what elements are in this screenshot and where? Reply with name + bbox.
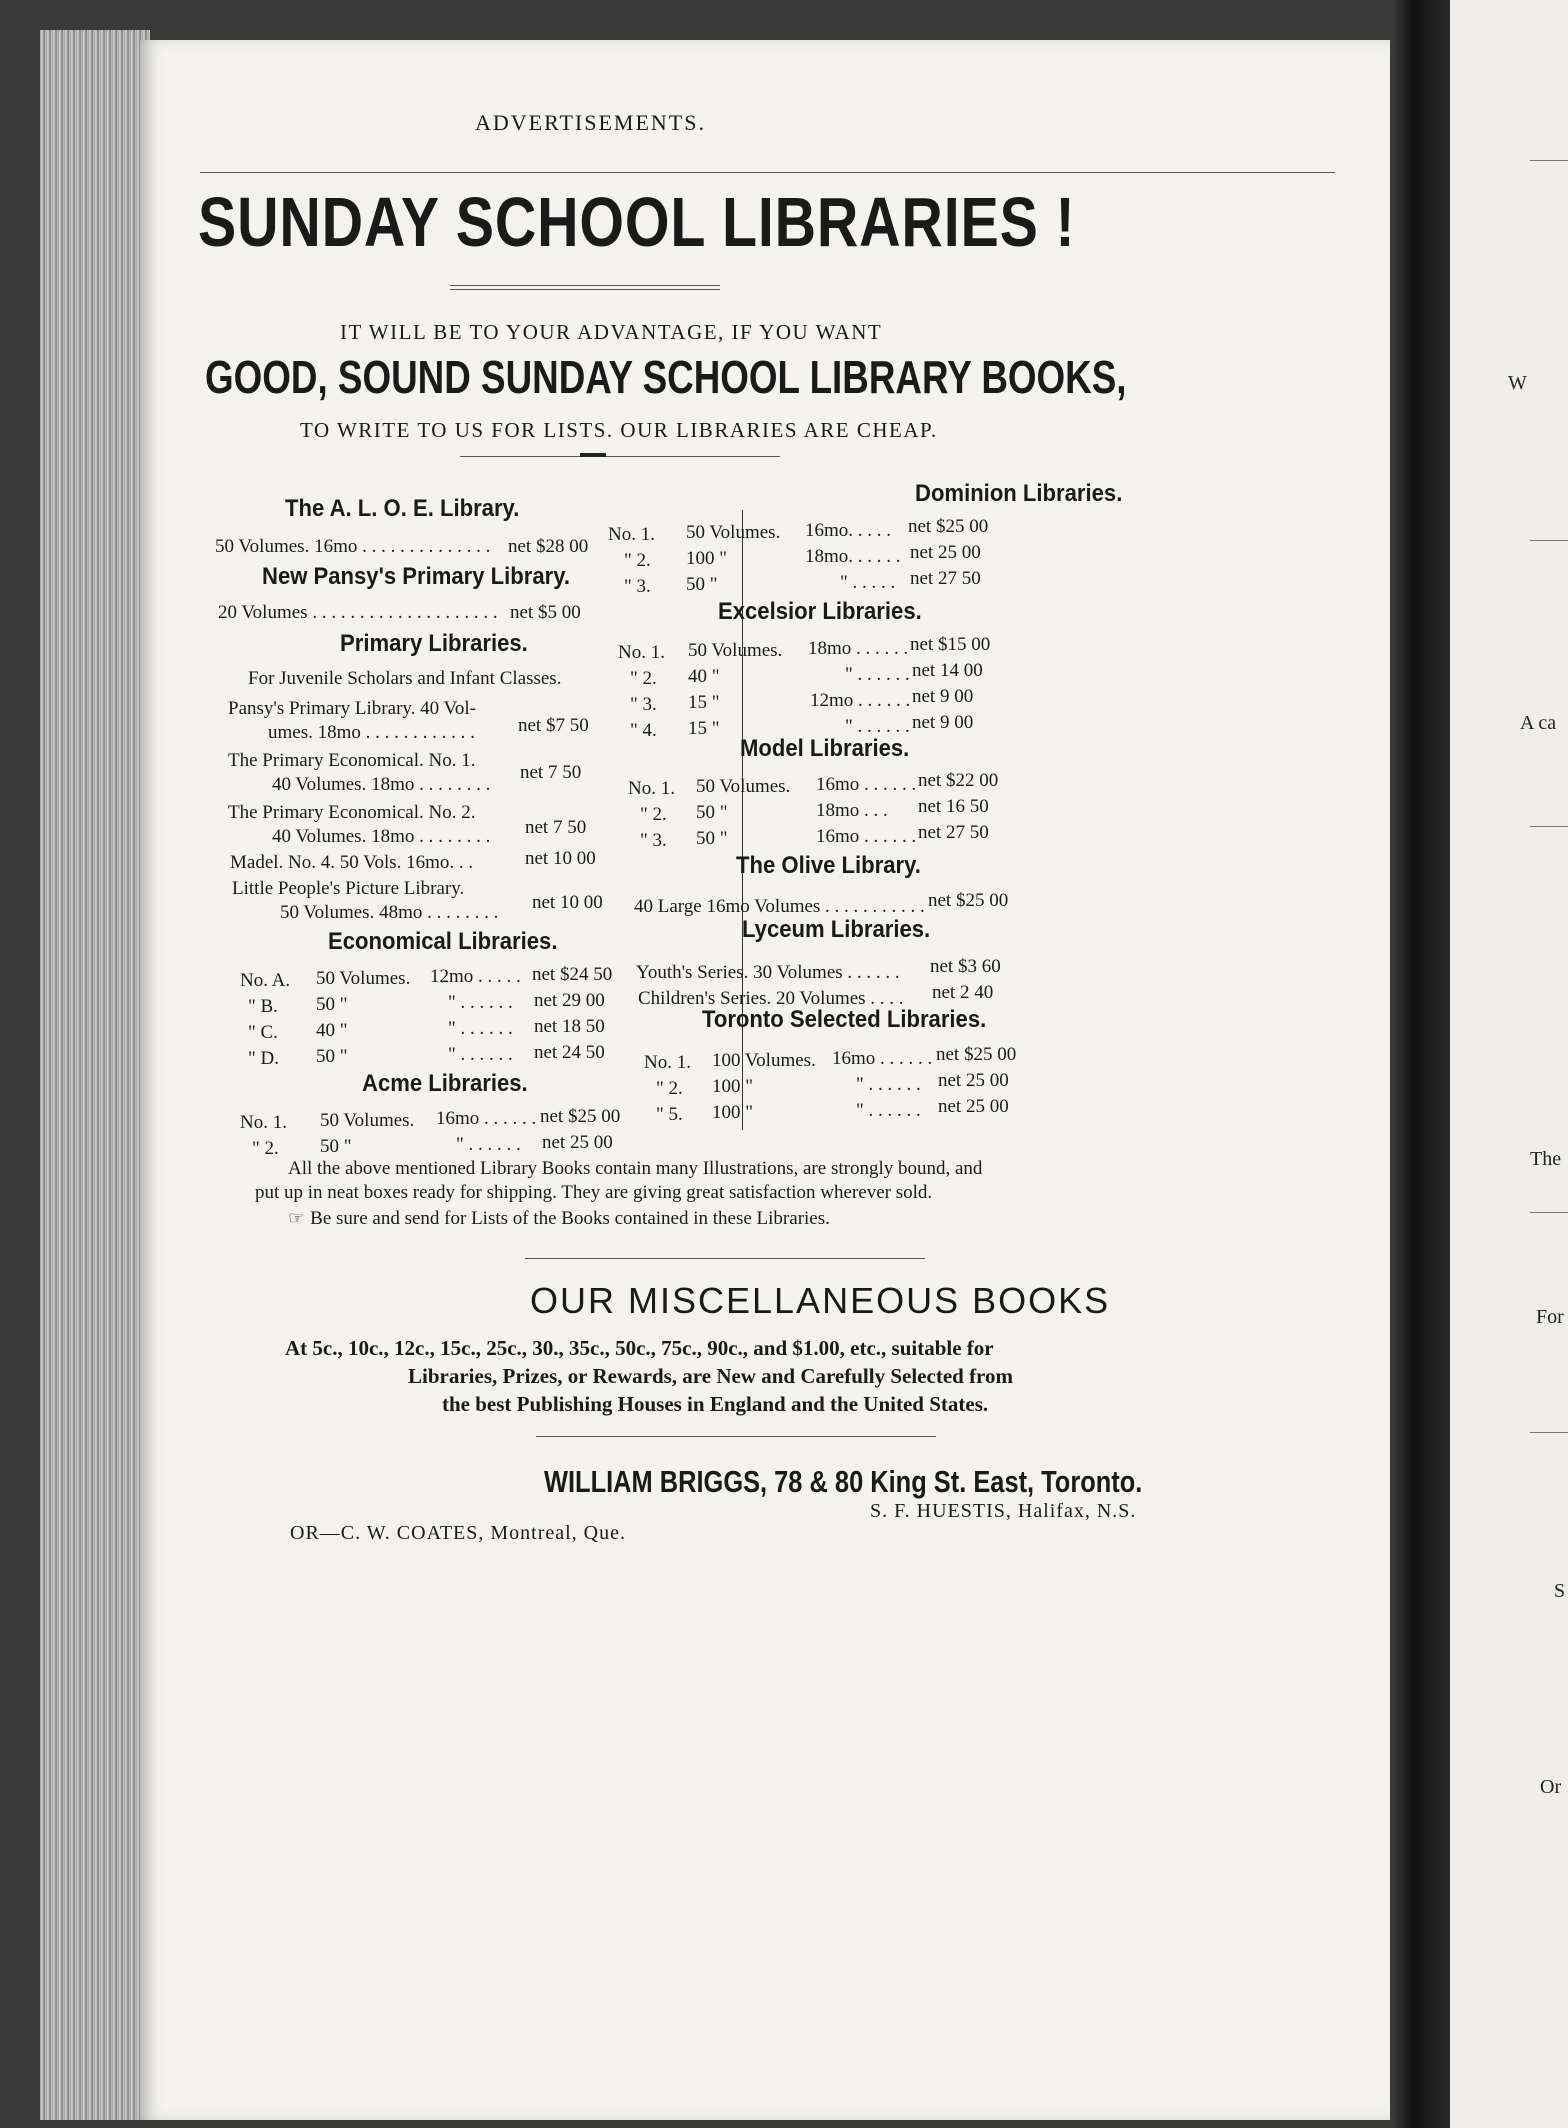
primary-entry-price: net 10 00: [532, 892, 603, 913]
table-row-volumes: 50 ": [316, 994, 348, 1015]
acme-libraries-title: Acme Libraries.: [362, 1070, 528, 1097]
primary-entry-line: Little People's Picture Library.: [232, 878, 465, 899]
table-row-size: 16mo . . . . . .: [816, 826, 917, 847]
table-row-no: " 2.: [630, 668, 657, 689]
table-row-price: net 27 50: [910, 568, 981, 589]
subheading-rule: [460, 456, 780, 457]
misc-books-line: At 5c., 10c., 12c., 15c., 25c., 30., 35c., 50c., 75c., 90c., and $1.00, etc., suitable for: [285, 1336, 994, 1360]
primary-entry-line: 40 Volumes. 18mo . . . . . . . .: [272, 826, 491, 847]
table-row-price: net $22 00: [918, 770, 999, 791]
table-row-volumes: 50 Volumes.: [316, 968, 411, 989]
table-row-volumes: 50 ": [696, 828, 728, 849]
subheading-3: TO WRITE TO US FOR LISTS. OUR LIBRARIES ARE CHEAP.: [300, 418, 938, 442]
aloe-library-price: net $28 00: [508, 536, 589, 557]
table-row-price: net 18 50: [534, 1016, 605, 1037]
table-row-no: No. 1.: [628, 778, 675, 799]
misc-rule: [536, 1436, 936, 1437]
table-row-volumes: 50 ": [316, 1046, 348, 1067]
excelsior-libraries-title: Excelsior Libraries.: [718, 598, 922, 625]
primary-entry-line: 50 Volumes. 48mo . . . . . . . .: [280, 902, 499, 923]
page-title: SUNDAY SCHOOL LIBRARIES !: [198, 183, 1076, 261]
table-row-price: net $25 00: [936, 1044, 1017, 1065]
table-row-price: net 25 00: [938, 1096, 1009, 1117]
table-row-no: " D.: [248, 1048, 279, 1069]
table-row-volumes: 50 Volumes.: [320, 1110, 415, 1131]
note-rule: [525, 1258, 925, 1259]
table-row-price: net $15 00: [910, 634, 991, 655]
table-row-size: " . . . . . .: [856, 1074, 921, 1095]
primary-entry-line: Madel. No. 4. 50 Vols. 16mo. . .: [230, 852, 474, 873]
table-row-no: No. 1.: [618, 642, 665, 663]
misc-books-line: Libraries, Prizes, or Rewards, are New and Carefully Selected from: [408, 1364, 1013, 1388]
table-row-price: net 25 00: [542, 1132, 613, 1153]
table-row-size: " . . . . . .: [845, 664, 910, 685]
next-page-rule: [1530, 160, 1568, 161]
publisher-halifax: S. F. HUESTIS, Halifax, N.S.: [870, 1500, 1137, 1522]
primary-entry-price: net 7 50: [520, 762, 582, 783]
table-row-size: " . . . . .: [840, 572, 896, 593]
aloe-library-line: 50 Volumes. 16mo . . . . . . . . . . . . . .: [215, 536, 491, 557]
subheading-1: IT WILL BE TO YOUR ADVANTAGE, IF YOU WANT: [340, 320, 883, 344]
center-dash: [580, 453, 606, 457]
next-page-fragment: S: [1554, 1580, 1566, 1602]
next-page-fragment: W: [1508, 372, 1527, 394]
table-row-price: net $25 00: [908, 516, 989, 537]
table-row-price: net 25 00: [938, 1070, 1009, 1091]
table-row-price: net 9 00: [912, 686, 974, 707]
primary-entry-price: net 7 50: [525, 817, 587, 838]
table-row-volumes: 100 ": [686, 548, 728, 569]
table-row-label: Children's Series. 20 Volumes . . . .: [638, 988, 904, 1009]
toronto-selected-libraries-title: Toronto Selected Libraries.: [702, 1006, 987, 1033]
table-row-no: No. 1.: [608, 524, 655, 545]
primary-libraries-subtitle: For Juvenile Scholars and Infant Classes.: [248, 668, 562, 689]
table-row-volumes: 50 ": [686, 574, 718, 595]
table-row-price: net 29 00: [534, 990, 605, 1011]
table-row-no: " 5.: [656, 1104, 683, 1125]
primary-entry-line: umes. 18mo . . . . . . . . . . . .: [268, 722, 475, 743]
table-row-volumes: 15 ": [688, 692, 720, 713]
table-row-no: " 3.: [624, 576, 651, 597]
primary-entry-price: net $7 50: [518, 715, 589, 736]
primary-libraries-title: Primary Libraries.: [340, 630, 528, 657]
next-page-fragment: A ca: [1520, 712, 1557, 734]
next-page-fragment: The: [1530, 1148, 1562, 1170]
table-row-volumes: 40 ": [688, 666, 720, 687]
primary-entry-line: The Primary Economical. No. 2.: [228, 802, 476, 823]
lyceum-libraries-title: Lyceum Libraries.: [742, 916, 931, 943]
table-row-price: net 14 00: [912, 660, 983, 681]
misc-books-line: the best Publishing Houses in England and the United States.: [442, 1392, 989, 1416]
table-row-volumes: 15 ": [688, 718, 720, 739]
primary-entry-line: The Primary Economical. No. 1.: [228, 750, 476, 771]
table-row-no: No. A.: [240, 970, 291, 991]
table-row-volumes: 50 Volumes.: [686, 522, 781, 543]
dominion-libraries-title: Dominion Libraries.: [915, 480, 1123, 507]
table-row-size: 18mo . . . . . .: [808, 638, 909, 659]
table-row-size: 12mo . . . . . .: [810, 690, 911, 711]
header-rule: [200, 172, 1335, 173]
table-row-volumes: 50 ": [320, 1136, 352, 1157]
table-row-price: net $25 00: [540, 1106, 621, 1127]
table-row-no: " 3.: [630, 694, 657, 715]
olive-library-price: net $25 00: [928, 890, 1009, 911]
publisher-montreal: OR—C. W. COATES, Montreal, Que.: [290, 1522, 626, 1544]
next-page-rule: [1530, 1432, 1568, 1433]
table-row-volumes: 50 Volumes.: [688, 640, 783, 661]
table-row-size: " . . . . . .: [448, 1018, 513, 1039]
table-row-size: 12mo . . . . .: [430, 966, 521, 987]
subheading-2: GOOD, SOUND SUNDAY SCHOOL LIBRARY BOOKS,: [205, 351, 1127, 403]
pointing-hand-icon: ☞: [288, 1208, 305, 1228]
table-row-volumes: 40 ": [316, 1020, 348, 1041]
table-row-volumes: 50 ": [696, 802, 728, 823]
table-row-no: No. 1.: [644, 1052, 691, 1073]
aloe-library-title: The A. L. O. E. Library.: [285, 495, 520, 522]
note-line-pointer: [288, 1208, 830, 1230]
table-row-size: " . . . . . .: [456, 1134, 521, 1155]
table-row-label: Youth's Series. 30 Volumes . . . . . .: [636, 962, 900, 983]
next-page-fragment: For: [1536, 1306, 1564, 1328]
page-header: ADVERTISEMENTS.: [475, 110, 706, 135]
table-row-volumes: 100 ": [712, 1102, 754, 1123]
table-row-size: 16mo . . . . . .: [436, 1108, 537, 1129]
table-row-price: net 16 50: [918, 796, 989, 817]
misc-books-title: OUR MISCELLANEOUS BOOKS: [530, 1280, 1111, 1321]
advertisement-page: [140, 40, 1395, 2120]
next-page-rule: [1530, 540, 1568, 541]
table-row-no: " 2.: [624, 550, 651, 571]
next-page-rule: [1530, 826, 1568, 827]
next-page-fragment: Or: [1540, 1776, 1562, 1798]
table-row-size: 16mo . . . . . .: [832, 1048, 933, 1069]
table-row-no: " 3.: [640, 830, 667, 851]
table-row-price: net 24 50: [534, 1042, 605, 1063]
note-line: All the above mentioned Library Books contain many Illustrations, are strongly bound, and: [288, 1158, 983, 1179]
table-row-size: 18mo. . . . . .: [805, 546, 901, 567]
table-row-size: " . . . . . .: [856, 1100, 921, 1121]
table-row-no: " C.: [248, 1022, 278, 1043]
table-row-price: net $24 50: [532, 964, 613, 985]
title-rule: [450, 285, 720, 290]
table-row-price: net 9 00: [912, 712, 974, 733]
primary-entry-line: 40 Volumes. 18mo . . . . . . . .: [272, 774, 491, 795]
table-row-price: net 25 00: [910, 542, 981, 563]
next-page-edge: [1450, 0, 1568, 2128]
table-row-volumes: 100 Volumes.: [712, 1050, 816, 1071]
table-row-volumes: 50 Volumes.: [696, 776, 791, 797]
table-row-no: " 4.: [630, 720, 657, 741]
olive-library-title: The Olive Library.: [736, 852, 921, 879]
table-row-size: " . . . . . .: [448, 992, 513, 1013]
table-row-no: " B.: [248, 996, 278, 1017]
table-row-no: " 2.: [640, 804, 667, 825]
note-text: Be sure and send for Lists of the Books contained in these Libraries.: [310, 1208, 830, 1229]
table-row-volumes: 100 ": [712, 1076, 754, 1097]
table-row-no: " 2.: [656, 1078, 683, 1099]
olive-library-line: 40 Large 16mo Volumes . . . . . . . . . . .: [634, 896, 925, 917]
book-gutter: [1390, 0, 1450, 2128]
primary-entry-price: net 10 00: [525, 848, 596, 869]
table-row-no: No. 1.: [240, 1112, 287, 1133]
table-row-size: " . . . . . .: [845, 716, 910, 737]
book-page-edges: [40, 30, 150, 2120]
table-row-size: 16mo . . . . . .: [816, 774, 917, 795]
pansy-library-title: New Pansy's Primary Library.: [262, 563, 570, 590]
table-row-price: net $3 60: [930, 956, 1001, 977]
pansy-library-line: 20 Volumes . . . . . . . . . . . . . . . . . . . .: [218, 602, 498, 623]
economical-libraries-title: Economical Libraries.: [328, 928, 558, 955]
pansy-library-price: net $5 00: [510, 602, 581, 623]
primary-entry-line: Pansy's Primary Library. 40 Vol-: [228, 698, 476, 719]
next-page-rule: [1530, 1212, 1568, 1213]
table-row-size: 16mo. . . . .: [805, 520, 892, 541]
publisher-main: WILLIAM BRIGGS, 78 & 80 King St. East, Toronto.: [544, 1464, 1143, 1499]
table-row-no: " 2.: [252, 1138, 279, 1159]
note-line: put up in neat boxes ready for shipping. They are giving great satisfaction wherever sold.: [255, 1182, 933, 1203]
table-row-price: net 27 50: [918, 822, 989, 843]
table-row-size: 18mo . . .: [816, 800, 888, 821]
table-row-size: " . . . . . .: [448, 1044, 513, 1065]
table-row-price: net 2 40: [932, 982, 994, 1003]
model-libraries-title: Model Libraries.: [740, 735, 910, 762]
